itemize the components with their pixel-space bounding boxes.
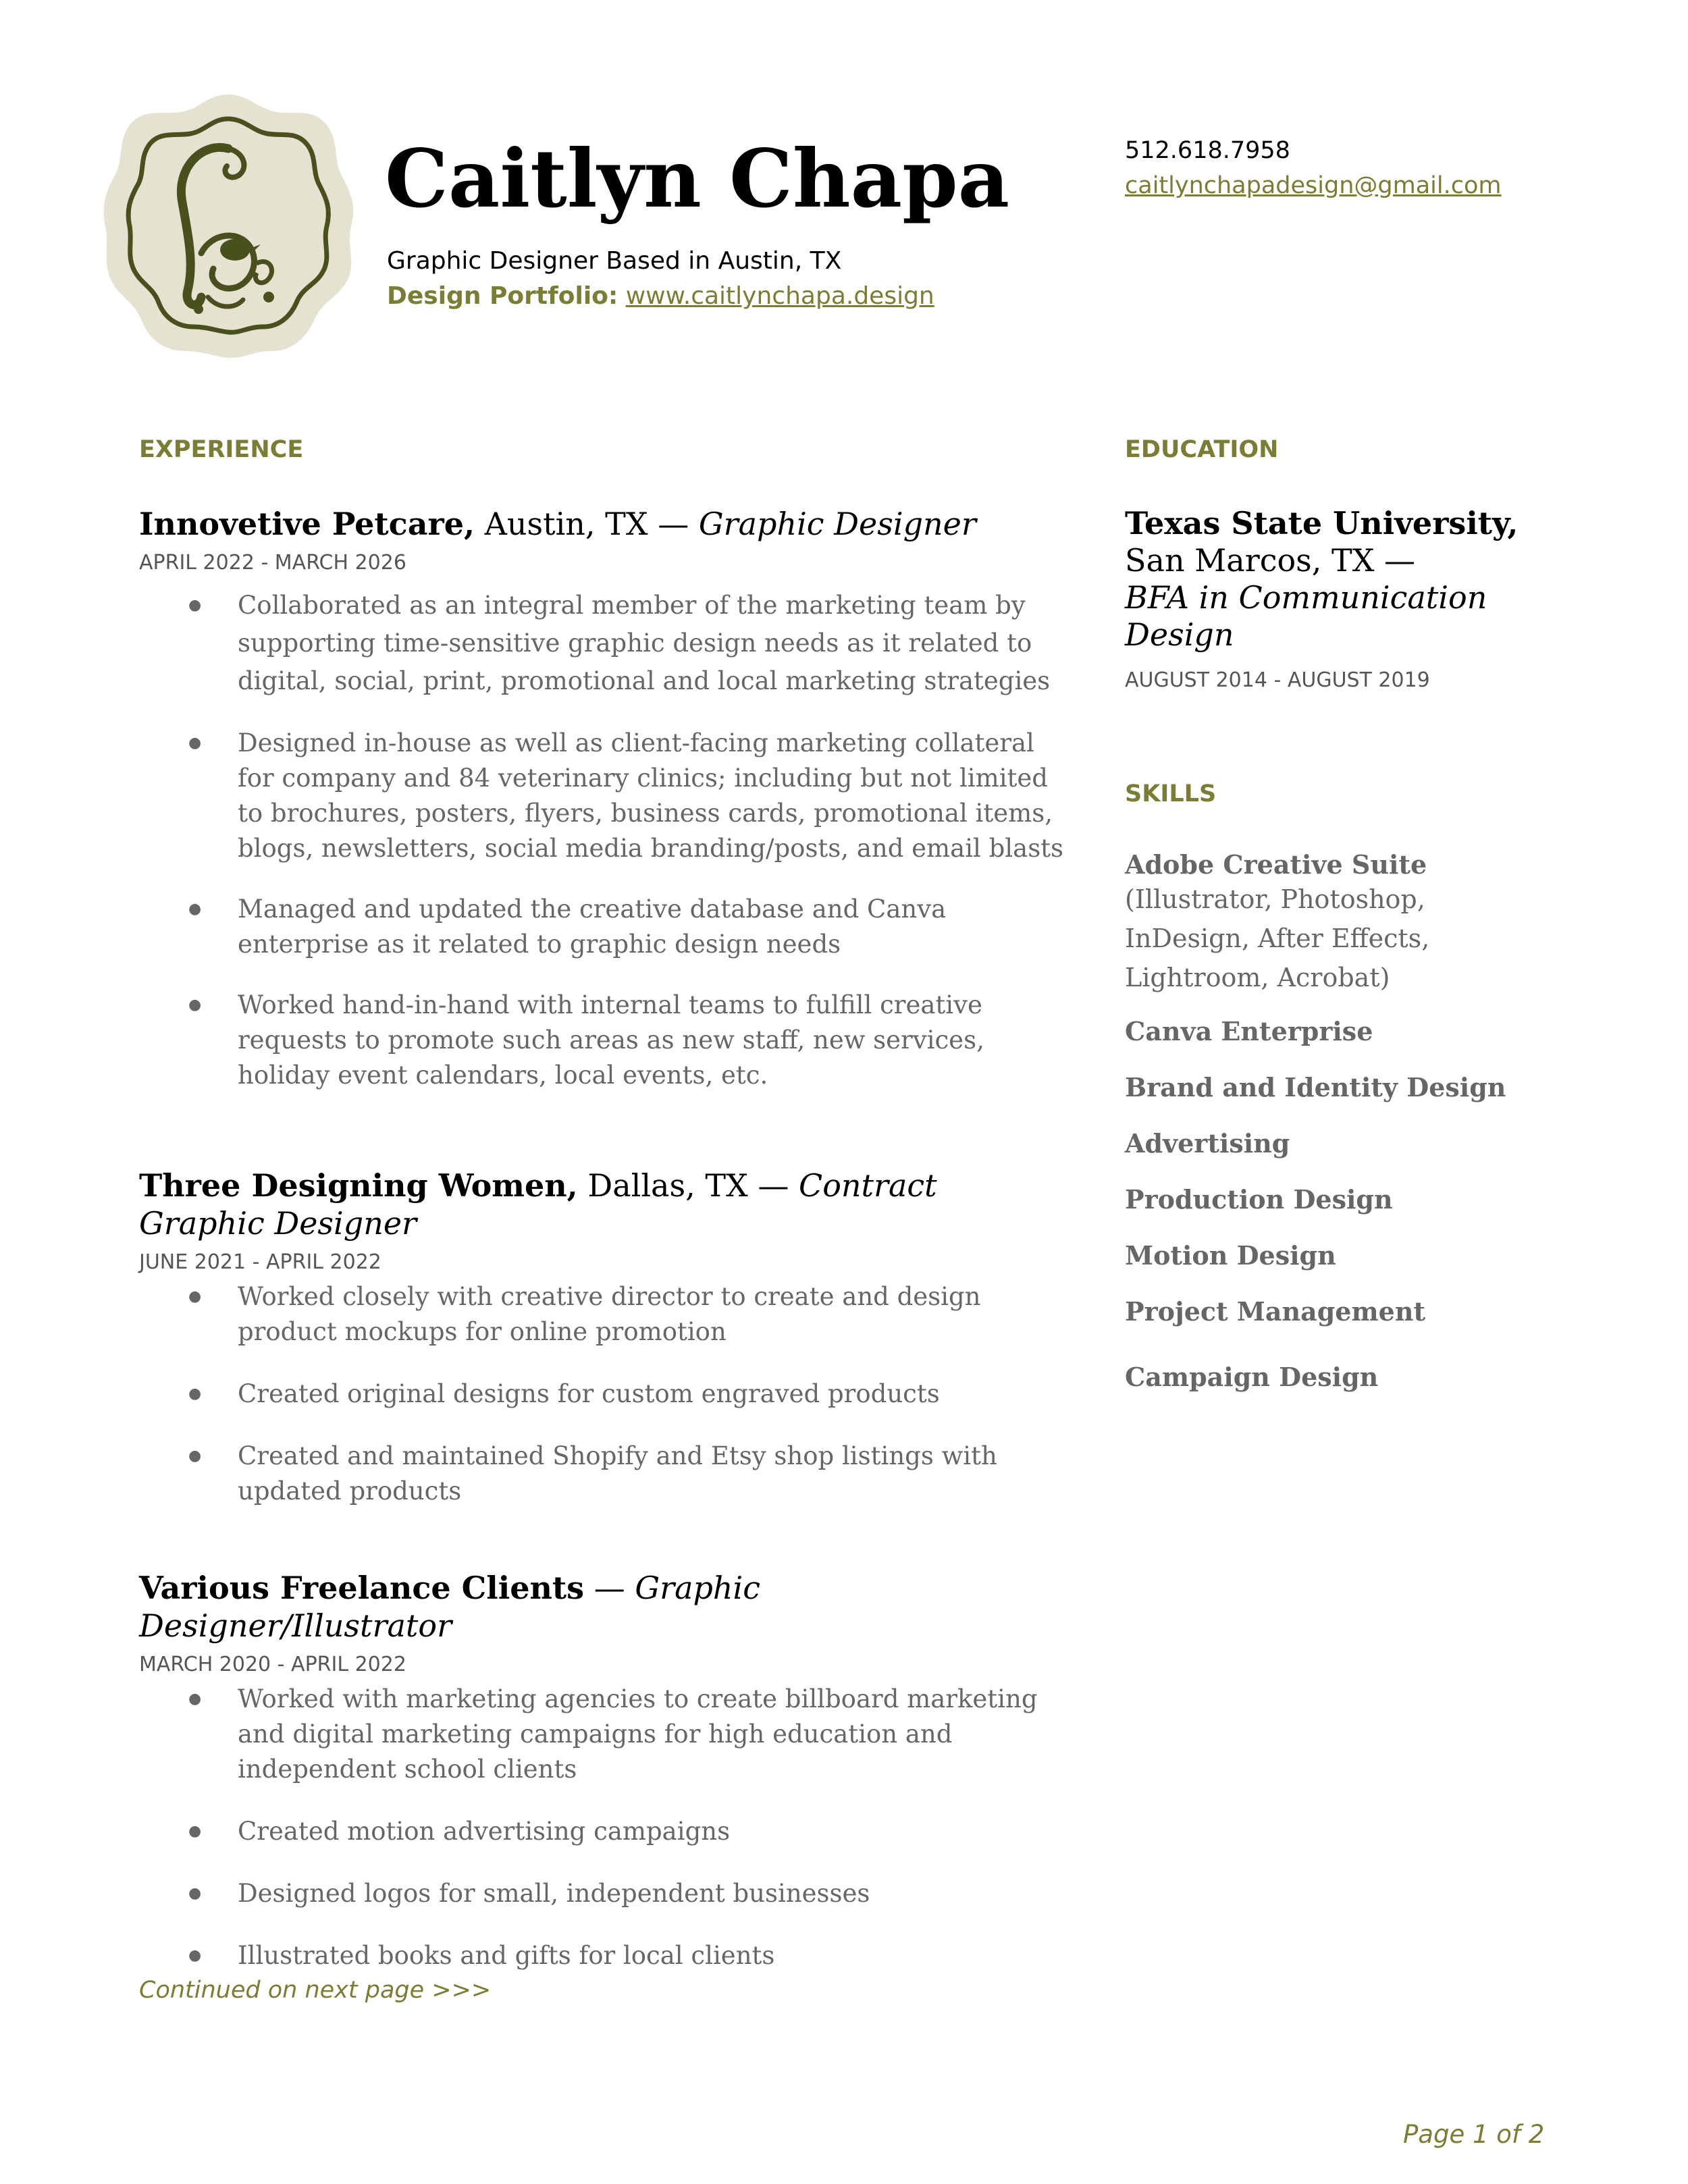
job-entry — [139, 1569, 1071, 1973]
education-heading: EDUCATION — [1125, 436, 1279, 463]
job-entry — [139, 1167, 1071, 1509]
portfolio-line — [387, 282, 934, 310]
skill-name: Motion Design — [1125, 1240, 1336, 1271]
list-item: ● Managed and updated the creative database and Canva enterprise as it related to graphic design needs — [139, 892, 1071, 962]
job-title-line — [139, 1167, 1071, 1242]
skills-list — [1125, 849, 1544, 1392]
list-item: ● Designed in-house as well as client-facing marketing collateral for company and 84 veterinary clinics; including but not limited to brochures, posters, flyers, business cards, promotional items, blogs, newsletters, social media branding/posts, and email blasts — [139, 726, 1071, 866]
job-role: Contract Graphic Designer — [139, 1167, 937, 1242]
list-item: ● Illustrated books and gifts for local clients — [139, 1938, 1071, 1973]
list-item: ● Worked with marketing agencies to create billboard marketing and digital marketing campaigns for high education and independent school clients — [139, 1682, 1071, 1787]
skill-name: Canva Enterprise — [1125, 1016, 1373, 1046]
list-item: ● Created original designs for custom engraved products — [139, 1377, 1071, 1412]
job-location: — — [594, 1570, 625, 1606]
portfolio-label: Design Portfolio: — [387, 282, 618, 310]
tagline: Graphic Designer Based in Austin, TX — [387, 247, 842, 275]
list-item: ● Created motion advertising campaigns — [139, 1814, 1071, 1849]
list-item: ● Worked closely with creative director to create and design product mockups for online promotion — [139, 1279, 1071, 1350]
list-item: ● Created and maintained Shopify and Etsy shop listings with updated products — [139, 1439, 1071, 1509]
phone-number: 512.618.7958 — [1125, 137, 1290, 164]
skill-item — [1125, 1128, 1544, 1158]
job-location: Dallas, TX — — [587, 1167, 789, 1204]
job-location: Austin, TX — — [484, 506, 689, 542]
company-name: Three Designing Women, — [139, 1167, 578, 1204]
job-bullets — [139, 1279, 1071, 1509]
list-item: ● Worked hand-in-hand with internal teams to fulfill creative requests to promote such areas as new staff, new services, holiday event calendars, local events, etc. — [139, 988, 1071, 1093]
page-number: Page 1 of 2 — [1403, 2120, 1545, 2149]
education-dates: AUGUST 2014 - AUGUST 2019 — [1125, 668, 1430, 692]
skill-item — [1125, 1296, 1544, 1327]
monogram-logo — [100, 95, 357, 358]
skill-item — [1125, 1016, 1544, 1046]
degree: BFA in Communication Design — [1125, 579, 1487, 653]
job-dates: APRIL 2022 - MARCH 2026 — [139, 551, 406, 575]
skill-item — [1125, 1240, 1544, 1271]
list-item: ● Collaborated as an integral member of the marketing team by supporting time-sensitive graphic design needs as it related to digital, social, print, promotional and local marketing strategies — [139, 587, 1071, 700]
skill-name: Production Design — [1125, 1184, 1393, 1215]
company-name: Various Freelance Clients — [139, 1570, 585, 1606]
job-role: Graphic Designer — [698, 506, 976, 542]
list-item: ● Designed logos for small, independent businesses — [139, 1876, 1071, 1911]
school-name: Texas State University, — [1125, 505, 1519, 541]
skill-item — [1125, 1184, 1544, 1215]
job-dates: JUNE 2021 - APRIL 2022 — [139, 1250, 381, 1274]
skill-name: Advertising — [1125, 1128, 1290, 1158]
skill-item — [1125, 1072, 1544, 1102]
job-dates: MARCH 2020 - APRIL 2022 — [139, 1653, 406, 1676]
continued-note: Continued on next page >>> — [139, 1977, 492, 2004]
job-bullets — [139, 587, 1071, 1093]
job-title-line — [139, 505, 1071, 543]
skill-name: Campaign Design — [1125, 1362, 1379, 1392]
skill-name: Adobe Creative Suite — [1125, 849, 1427, 880]
candidate-name: Caitlyn Chapa — [385, 132, 1010, 225]
job-title-line — [139, 1569, 1071, 1645]
skill-item — [1125, 849, 1544, 997]
skill-detail: (Illustrator, Photoshop, InDesign, After Effects, Lightroom, Acrobat) — [1125, 884, 1430, 992]
skills-heading: SKILLS — [1125, 780, 1217, 807]
company-name: Innovetive Petcare, — [139, 506, 475, 542]
job-bullets — [139, 1682, 1071, 1973]
school-location: San Marcos, TX — — [1125, 542, 1416, 579]
portfolio-link[interactable]: www.caitlynchapa.design — [625, 282, 934, 310]
job-role: Graphic Designer/Illustrator — [139, 1570, 761, 1644]
skill-name: Project Management — [1125, 1296, 1426, 1327]
education-entry — [1125, 505, 1544, 654]
job-entry — [139, 505, 1071, 1093]
skill-item — [1125, 1362, 1544, 1392]
experience-heading: EXPERIENCE — [139, 436, 304, 463]
skill-name: Brand and Identity Design — [1125, 1072, 1506, 1102]
email-link[interactable]: caitlynchapadesign@gmail.com — [1125, 172, 1502, 199]
